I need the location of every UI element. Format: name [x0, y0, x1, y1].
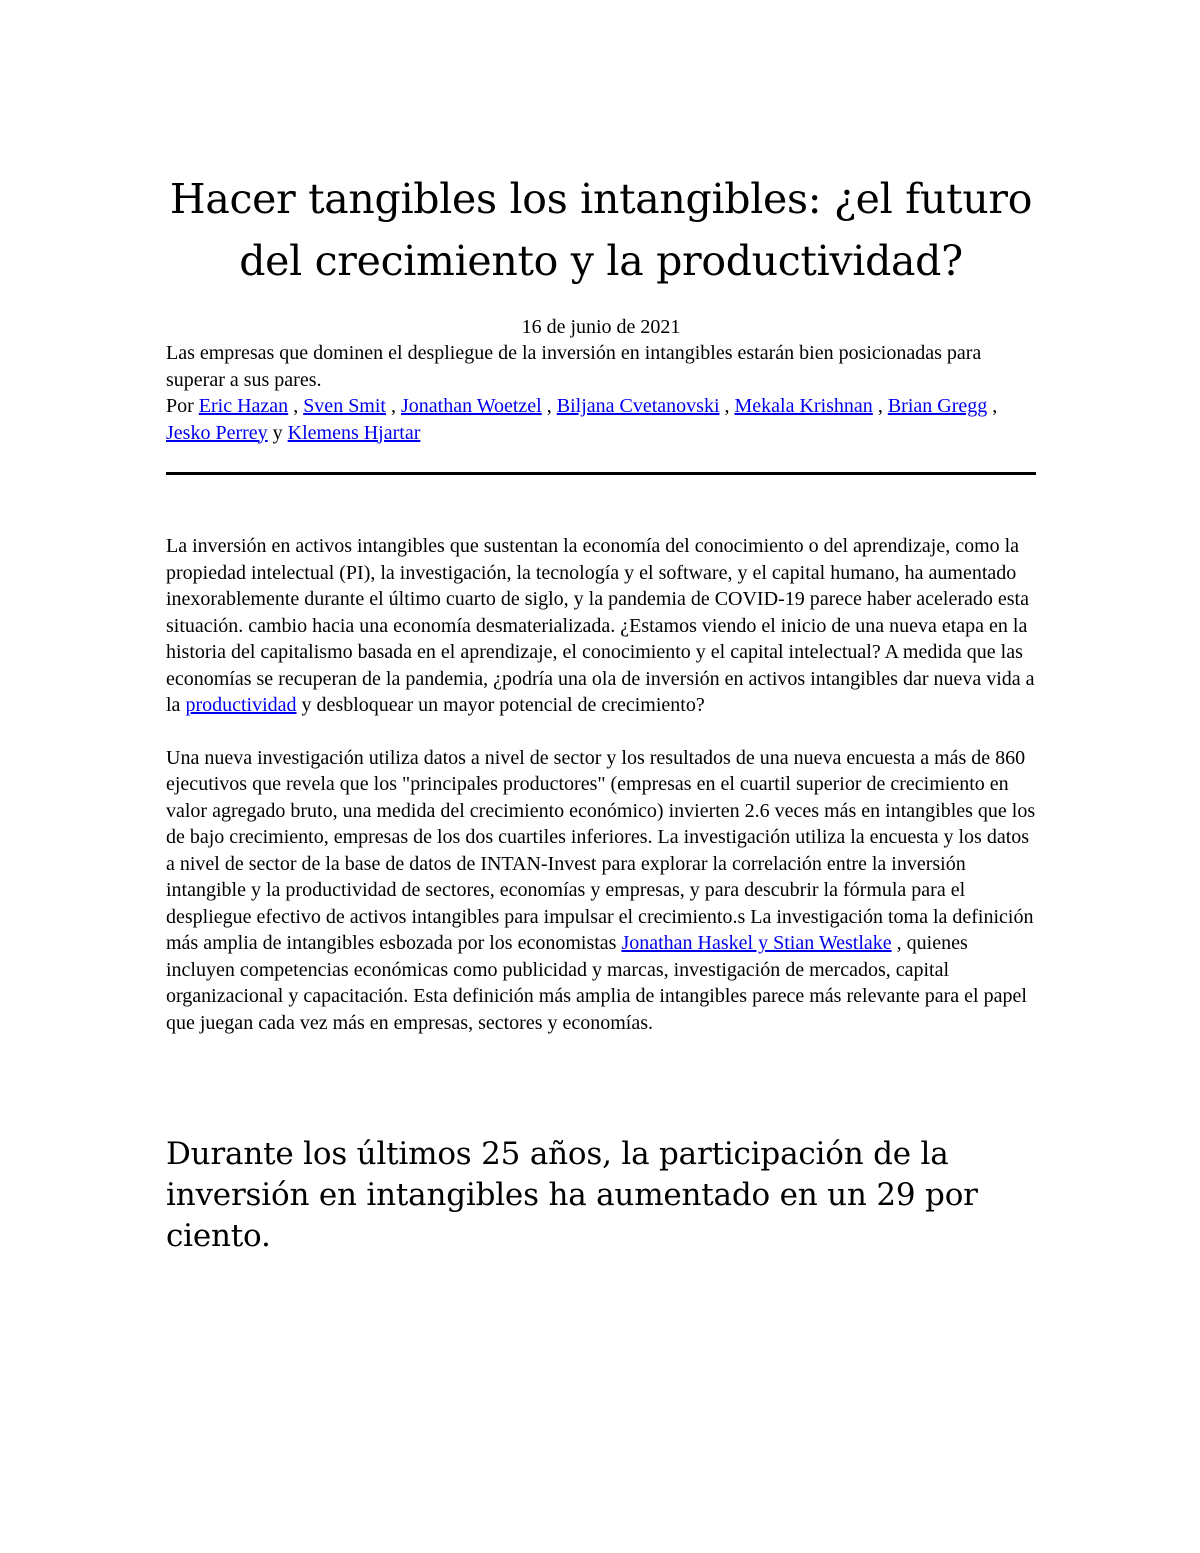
byline [166, 393, 1036, 446]
byline-separator: , [719, 395, 735, 417]
paragraph-text: La inversión en activos intangibles que sustentan la economía del conocimiento o del aprendizaje, como la propiedad intelectual (PI), la investigación, la tecnología y el software, y el capital humano, ha aumentado inexorablemente durante el último cuarto de siglo, y la pandemia de COVID-19 parece haber acelerado esta situación. cambio hacia una economía desmaterializada. ¿Estamos viendo el inicio de una nueva etapa en la historia del capitalismo basada en el aprendizaje, el conocimiento y el capital intelectual? A medida que las economías se recuperan de la pandemia, ¿podría una ola de inversión en activos intangibles dar nueva vida a la [166, 535, 1035, 716]
haskel-westlake-link[interactable]: Jonathan Haskel y Stian Westlake [621, 932, 892, 954]
byline-separator: , [541, 395, 557, 417]
section-heading: Durante los últimos 25 años, la participación de la inversión en intangibles ha aumentado en un 29 por ciento. [166, 1136, 978, 1254]
horizontal-rule [166, 472, 1036, 475]
byline-separator: , [385, 395, 401, 417]
author-link-eric-hazan[interactable]: Eric Hazan [198, 395, 289, 417]
author-link-biljana-cvetanovski[interactable]: Biljana Cvetanovski [556, 395, 720, 417]
author-link-brian-gregg[interactable]: Brian Gregg [887, 395, 988, 417]
byline-conjunction: y [267, 421, 288, 444]
byline-separator: , [987, 395, 998, 417]
author-link-jonathan-woetzel[interactable]: Jonathan Woetzel [400, 395, 542, 417]
paragraph-text: y desbloquear un mayor potencial de crecimiento? [296, 694, 705, 716]
article-title: Hacer tangibles los intangibles: ¿el futuro del crecimiento y la productividad? [169, 175, 1033, 285]
byline-separator: , [872, 395, 888, 417]
paragraph-text: , quienes incluyen competencias económicas como publicidad y marcas, investigación de mercados, capital organizacional y capacitación. Esta definición más amplia de intangibles parece más relevante para el papel que juegan cada vez más en empresas, sectores y economías. [166, 932, 1027, 1034]
article [166, 168, 1036, 1257]
author-link-mekala-krishnan[interactable]: Mekala Krishnan [734, 395, 873, 417]
author-link-klemens-hjartar[interactable]: Klemens Hjartar [287, 421, 421, 444]
byline-prefix: Por [166, 395, 199, 417]
productividad-link[interactable]: productividad [185, 694, 297, 716]
article-date: 16 de junio de 2021 [521, 316, 681, 338]
paragraph-text: Una nueva investigación utiliza datos a nivel de sector y los resultados de una nueva encuesta a más de 860 ejecutivos que revela que los "principales productores" (empresas en el cuartil superior de crecimiento en valor agregado bruto, una medida del crecimiento económico) invierten 2.6 veces más en intangibles que los de bajo crecimiento, empresas de los dos cuartiles inferiores. La investigación utiliza la encuesta y los datos a nivel de sector de la base de datos de INTAN-Invest para explorar la correlación entre la inversión intangible y la productividad de sectores, economías y empresas, y para descubrir la fórmula para el despliegue efectivo de activos intangibles para impulsar el crecimiento.s La investigación toma la definición más amplia de intangibles esbozada por los economistas [166, 746, 1036, 954]
author-link-jesko-perrey[interactable]: Jesko Perrey [166, 421, 268, 444]
body-paragraph-2 [166, 745, 1036, 1037]
article-subtitle: Las empresas que dominen el despliegue de la inversión en intangibles estarán bien posicionadas para superar a sus pares. [166, 342, 982, 391]
body-paragraph-1 [166, 533, 1036, 719]
author-link-sven-smit[interactable]: Sven Smit [303, 395, 386, 417]
byline-separator: , [288, 395, 304, 417]
